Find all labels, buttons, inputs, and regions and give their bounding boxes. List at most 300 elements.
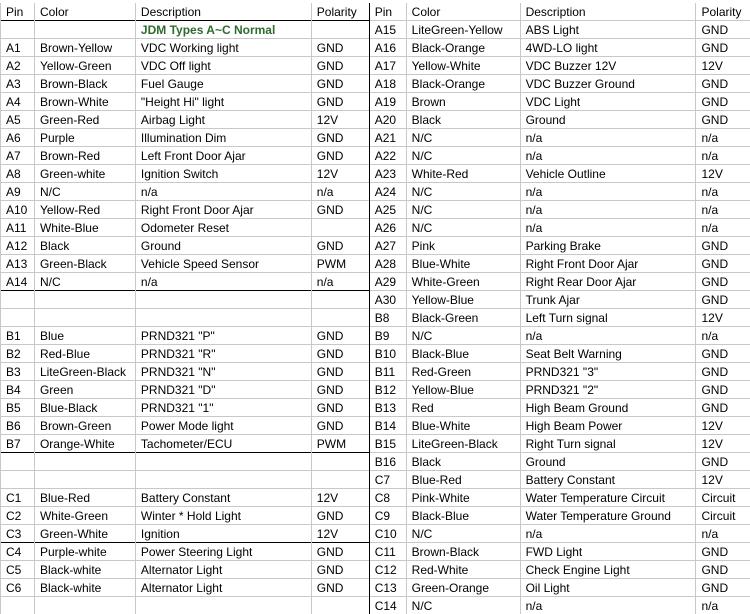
- left-header-pin[interactable]: Pin: [1, 3, 35, 21]
- right-cell-color[interactable]: Green-Orange: [406, 579, 520, 597]
- right-cell-color[interactable]: Blue-White: [406, 417, 520, 435]
- left-header-description[interactable]: Description: [135, 3, 311, 21]
- left-cell-polarity[interactable]: GND: [311, 147, 369, 165]
- left-cell-description[interactable]: Power Mode light: [135, 417, 311, 435]
- left-cell-polarity[interactable]: GND: [311, 507, 369, 525]
- right-cell-pin[interactable]: A28: [369, 255, 406, 273]
- table-row: [1, 93, 750, 111]
- right-cell-color[interactable]: N/C: [406, 597, 520, 614]
- right-cell-polarity[interactable]: GND: [696, 111, 750, 129]
- left-cell-polarity[interactable]: GND: [311, 561, 369, 579]
- right-cell-description[interactable]: n/a: [520, 327, 696, 345]
- left-cell-pin[interactable]: A2: [1, 57, 35, 75]
- left-cell-polarity[interactable]: GND: [311, 399, 369, 417]
- left-cell-polarity[interactable]: PWM: [311, 255, 369, 273]
- left-header-color[interactable]: Color: [34, 3, 135, 21]
- left-cell-description[interactable]: Ground: [135, 237, 311, 255]
- left-cell-color[interactable]: N/C: [34, 183, 135, 201]
- right-cell-description[interactable]: VDC Light: [520, 93, 696, 111]
- right-cell-description[interactable]: Oil Light: [520, 579, 696, 597]
- left-cell-color[interactable]: Yellow-Green: [34, 57, 135, 75]
- left-cell-description[interactable]: PRND321 "N": [135, 363, 311, 381]
- left-cell-color[interactable]: Yellow-Red: [34, 201, 135, 219]
- right-cell-polarity[interactable]: GND: [696, 291, 750, 309]
- left-cell-color[interactable]: Orange-White: [34, 435, 135, 453]
- right-cell-description[interactable]: FWD Light: [520, 543, 696, 561]
- left-cell-description[interactable]: Left Front Door Ajar: [135, 147, 311, 165]
- left-cell-description[interactable]: Odometer Reset: [135, 219, 311, 237]
- right-cell-color[interactable]: Blue-Red: [406, 471, 520, 489]
- left-cell-polarity[interactable]: GND: [311, 93, 369, 111]
- left-cell-color[interactable]: Green: [34, 381, 135, 399]
- left-cell-description[interactable]: n/a: [135, 183, 311, 201]
- left-cell-pin[interactable]: A7: [1, 147, 35, 165]
- left-cell-description[interactable]: PRND321 "R": [135, 345, 311, 363]
- left-cell-pin[interactable]: A8: [1, 165, 35, 183]
- left-cell-polarity[interactable]: GND: [311, 579, 369, 597]
- left-cell-description[interactable]: VDC Working light: [135, 39, 311, 57]
- left-cell-color[interactable]: Red-Blue: [34, 345, 135, 363]
- left-cell-color[interactable]: [34, 21, 135, 39]
- left-cell-pin[interactable]: B6: [1, 417, 35, 435]
- left-cell-description[interactable]: Illumination Dim: [135, 129, 311, 147]
- left-cell-polarity[interactable]: [311, 471, 369, 489]
- right-cell-polarity[interactable]: n/a: [696, 147, 750, 165]
- left-cell-polarity[interactable]: GND: [311, 381, 369, 399]
- left-cell-pin[interactable]: C5: [1, 561, 35, 579]
- left-cell-description[interactable]: [135, 597, 311, 614]
- right-cell-polarity[interactable]: GND: [696, 255, 750, 273]
- left-cell-description[interactable]: Vehicle Speed Sensor: [135, 255, 311, 273]
- left-cell-pin[interactable]: A14: [1, 273, 35, 291]
- left-cell-description[interactable]: PRND321 "D": [135, 381, 311, 399]
- left-cell-pin[interactable]: B2: [1, 345, 35, 363]
- table-row: [1, 561, 750, 579]
- right-cell-pin[interactable]: C8: [369, 489, 406, 507]
- right-cell-description[interactable]: Check Engine Light: [520, 561, 696, 579]
- right-cell-pin[interactable]: C7: [369, 471, 406, 489]
- right-cell-description[interactable]: Parking Brake: [520, 237, 696, 255]
- table-row: [1, 255, 750, 273]
- left-cell-color[interactable]: [34, 471, 135, 489]
- right-cell-color[interactable]: Red-White: [406, 561, 520, 579]
- left-cell-polarity[interactable]: [311, 453, 369, 471]
- right-cell-color[interactable]: Black-Orange: [406, 39, 520, 57]
- right-cell-polarity[interactable]: n/a: [696, 129, 750, 147]
- right-cell-description[interactable]: n/a: [520, 129, 696, 147]
- left-cell-description[interactable]: PRND321 "1": [135, 399, 311, 417]
- right-cell-polarity[interactable]: 12V: [696, 309, 750, 327]
- right-cell-color[interactable]: Yellow-Blue: [406, 291, 520, 309]
- left-cell-color[interactable]: Green-Red: [34, 111, 135, 129]
- left-cell-color[interactable]: Blue-Black: [34, 399, 135, 417]
- right-cell-pin[interactable]: B12: [369, 381, 406, 399]
- right-cell-pin[interactable]: A26: [369, 219, 406, 237]
- right-cell-description[interactable]: Trunk Ajar: [520, 291, 696, 309]
- right-cell-polarity[interactable]: GND: [696, 399, 750, 417]
- table-row: [1, 183, 750, 201]
- left-cell-description[interactable]: [135, 309, 311, 327]
- left-cell-polarity[interactable]: 12V: [311, 165, 369, 183]
- table-row: [1, 579, 750, 597]
- left-cell-polarity[interactable]: GND: [311, 57, 369, 75]
- right-cell-color[interactable]: Brown-Black: [406, 543, 520, 561]
- left-cell-polarity[interactable]: GND: [311, 39, 369, 57]
- right-header-color[interactable]: Color: [406, 3, 520, 21]
- right-cell-color[interactable]: N/C: [406, 147, 520, 165]
- right-cell-pin[interactable]: A15: [369, 21, 406, 39]
- left-cell-color[interactable]: Green-White: [34, 525, 135, 543]
- left-cell-pin[interactable]: C3: [1, 525, 35, 543]
- left-cell-description[interactable]: Right Front Door Ajar: [135, 201, 311, 219]
- table-row: [1, 309, 750, 327]
- right-cell-description[interactable]: n/a: [520, 147, 696, 165]
- left-cell-color[interactable]: [34, 597, 135, 614]
- right-cell-pin[interactable]: C11: [369, 543, 406, 561]
- right-cell-pin[interactable]: A29: [369, 273, 406, 291]
- right-cell-description[interactable]: Vehicle Outline: [520, 165, 696, 183]
- right-cell-pin[interactable]: A19: [369, 93, 406, 111]
- right-cell-color[interactable]: Pink-White: [406, 489, 520, 507]
- left-cell-color[interactable]: Green-Black: [34, 255, 135, 273]
- left-cell-description[interactable]: Power Steering Light: [135, 543, 311, 561]
- left-cell-polarity[interactable]: GND: [311, 75, 369, 93]
- table-subtitle[interactable]: JDM Types A~C Normal: [135, 21, 311, 39]
- right-cell-description[interactable]: PRND321 "3": [520, 363, 696, 381]
- right-cell-description[interactable]: Water Temperature Ground: [520, 507, 696, 525]
- right-cell-color[interactable]: Black-Blue: [406, 345, 520, 363]
- left-cell-color[interactable]: White-Green: [34, 507, 135, 525]
- left-cell-pin[interactable]: A5: [1, 111, 35, 129]
- right-cell-description[interactable]: Ground: [520, 453, 696, 471]
- left-cell-pin[interactable]: A9: [1, 183, 35, 201]
- right-cell-pin[interactable]: A16: [369, 39, 406, 57]
- table-row: [1, 129, 750, 147]
- left-cell-pin[interactable]: C4: [1, 543, 35, 561]
- right-cell-polarity[interactable]: GND: [696, 75, 750, 93]
- right-cell-pin[interactable]: A24: [369, 183, 406, 201]
- right-cell-pin[interactable]: C10: [369, 525, 406, 543]
- table-row: [1, 165, 750, 183]
- left-cell-polarity[interactable]: [311, 21, 369, 39]
- right-cell-polarity[interactable]: n/a: [696, 183, 750, 201]
- right-cell-color[interactable]: Red: [406, 399, 520, 417]
- left-cell-description[interactable]: Ignition Switch: [135, 165, 311, 183]
- right-cell-description[interactable]: n/a: [520, 219, 696, 237]
- left-cell-color[interactable]: Blue-Red: [34, 489, 135, 507]
- left-cell-color[interactable]: [34, 309, 135, 327]
- right-cell-description[interactable]: High Beam Ground: [520, 399, 696, 417]
- left-cell-color[interactable]: LiteGreen-Black: [34, 363, 135, 381]
- right-cell-description[interactable]: VDC Buzzer 12V: [520, 57, 696, 75]
- right-cell-pin[interactable]: B8: [369, 309, 406, 327]
- left-header-polarity[interactable]: Polarity: [311, 3, 369, 21]
- right-cell-pin[interactable]: B9: [369, 327, 406, 345]
- left-cell-color[interactable]: [34, 291, 135, 309]
- right-cell-polarity[interactable]: GND: [696, 543, 750, 561]
- right-cell-description[interactable]: Battery Constant: [520, 471, 696, 489]
- right-cell-color[interactable]: N/C: [406, 219, 520, 237]
- right-cell-color[interactable]: LiteGreen-Yellow: [406, 21, 520, 39]
- right-cell-pin[interactable]: A27: [369, 237, 406, 255]
- left-cell-description[interactable]: [135, 471, 311, 489]
- left-cell-color[interactable]: Brown-Green: [34, 417, 135, 435]
- left-cell-pin[interactable]: B7: [1, 435, 35, 453]
- right-cell-polarity[interactable]: GND: [696, 273, 750, 291]
- right-cell-color[interactable]: Yellow-Blue: [406, 381, 520, 399]
- right-cell-color[interactable]: N/C: [406, 525, 520, 543]
- left-cell-pin[interactable]: A13: [1, 255, 35, 273]
- right-cell-pin[interactable]: B13: [369, 399, 406, 417]
- left-cell-polarity[interactable]: PWM: [311, 435, 369, 453]
- right-cell-polarity[interactable]: GND: [696, 453, 750, 471]
- right-cell-polarity[interactable]: Circuit: [696, 489, 750, 507]
- right-cell-description[interactable]: 4WD-LO light: [520, 39, 696, 57]
- table-row: [1, 327, 750, 345]
- right-cell-polarity[interactable]: 12V: [696, 417, 750, 435]
- right-cell-polarity[interactable]: n/a: [696, 525, 750, 543]
- table-row: [1, 291, 750, 309]
- right-header-description[interactable]: Description: [520, 3, 696, 21]
- left-cell-color[interactable]: Black: [34, 237, 135, 255]
- left-cell-polarity[interactable]: GND: [311, 327, 369, 345]
- right-cell-polarity[interactable]: GND: [696, 237, 750, 255]
- right-cell-description[interactable]: Seat Belt Warning: [520, 345, 696, 363]
- left-cell-pin[interactable]: A12: [1, 237, 35, 255]
- left-cell-description[interactable]: Ignition: [135, 525, 311, 543]
- right-cell-description[interactable]: Water Temperature Circuit: [520, 489, 696, 507]
- right-cell-pin[interactable]: A25: [369, 201, 406, 219]
- table-row: [1, 597, 750, 614]
- left-cell-pin[interactable]: B3: [1, 363, 35, 381]
- left-cell-description[interactable]: VDC Off light: [135, 57, 311, 75]
- left-cell-polarity[interactable]: GND: [311, 345, 369, 363]
- left-cell-polarity[interactable]: GND: [311, 129, 369, 147]
- left-cell-color[interactable]: Blue: [34, 327, 135, 345]
- left-cell-pin[interactable]: [1, 309, 35, 327]
- right-cell-pin[interactable]: A20: [369, 111, 406, 129]
- left-cell-polarity[interactable]: 12V: [311, 525, 369, 543]
- right-cell-polarity[interactable]: GND: [696, 93, 750, 111]
- left-cell-color[interactable]: Black-white: [34, 579, 135, 597]
- right-cell-color[interactable]: Brown: [406, 93, 520, 111]
- table-row: [1, 273, 750, 291]
- table-row: [1, 75, 750, 93]
- right-cell-color[interactable]: N/C: [406, 129, 520, 147]
- table-row: [1, 111, 750, 129]
- right-cell-pin[interactable]: B16: [369, 453, 406, 471]
- left-cell-description[interactable]: PRND321 "P": [135, 327, 311, 345]
- right-cell-description[interactable]: Right Front Door Ajar: [520, 255, 696, 273]
- left-cell-color[interactable]: Black-white: [34, 561, 135, 579]
- table-row: [1, 147, 750, 165]
- right-cell-color[interactable]: Black-Blue: [406, 507, 520, 525]
- right-cell-description[interactable]: Left Turn signal: [520, 309, 696, 327]
- right-cell-color[interactable]: White-Green: [406, 273, 520, 291]
- left-cell-pin[interactable]: [1, 453, 35, 471]
- right-cell-color[interactable]: Pink: [406, 237, 520, 255]
- right-cell-pin[interactable]: A21: [369, 129, 406, 147]
- right-cell-description[interactable]: PRND321 "2": [520, 381, 696, 399]
- left-cell-color[interactable]: N/C: [34, 273, 135, 291]
- left-cell-pin[interactable]: [1, 21, 35, 39]
- right-header-polarity[interactable]: Polarity: [696, 3, 750, 21]
- left-cell-color[interactable]: Green-white: [34, 165, 135, 183]
- right-cell-color[interactable]: Black-Orange: [406, 75, 520, 93]
- left-cell-color[interactable]: Purple-white: [34, 543, 135, 561]
- left-cell-polarity[interactable]: GND: [311, 543, 369, 561]
- right-cell-color[interactable]: Black: [406, 111, 520, 129]
- right-cell-polarity[interactable]: GND: [696, 39, 750, 57]
- right-cell-description[interactable]: High Beam Power: [520, 417, 696, 435]
- right-cell-color[interactable]: Red-Green: [406, 363, 520, 381]
- left-cell-polarity[interactable]: GND: [311, 201, 369, 219]
- right-cell-pin[interactable]: B14: [369, 417, 406, 435]
- right-cell-pin[interactable]: B11: [369, 363, 406, 381]
- table-row: [1, 381, 750, 399]
- left-cell-pin[interactable]: C1: [1, 489, 35, 507]
- left-cell-pin[interactable]: B1: [1, 327, 35, 345]
- left-cell-color[interactable]: Brown-Red: [34, 147, 135, 165]
- right-cell-color[interactable]: White-Red: [406, 165, 520, 183]
- right-cell-description[interactable]: n/a: [520, 597, 696, 614]
- right-cell-polarity[interactable]: GND: [696, 579, 750, 597]
- left-cell-pin[interactable]: [1, 597, 35, 614]
- left-cell-color[interactable]: Brown-Black: [34, 75, 135, 93]
- left-cell-pin[interactable]: A11: [1, 219, 35, 237]
- left-cell-description[interactable]: Alternator Light: [135, 561, 311, 579]
- table-row: [1, 201, 750, 219]
- left-cell-polarity[interactable]: [311, 309, 369, 327]
- right-cell-polarity[interactable]: 12V: [696, 471, 750, 489]
- table-row: [1, 399, 750, 417]
- left-cell-pin[interactable]: B5: [1, 399, 35, 417]
- right-cell-polarity[interactable]: GND: [696, 363, 750, 381]
- right-cell-pin[interactable]: C9: [369, 507, 406, 525]
- left-cell-pin[interactable]: C6: [1, 579, 35, 597]
- right-cell-pin[interactable]: B10: [369, 345, 406, 363]
- left-cell-pin[interactable]: A3: [1, 75, 35, 93]
- right-cell-pin[interactable]: C13: [369, 579, 406, 597]
- left-cell-pin[interactable]: B4: [1, 381, 35, 399]
- table-row: [1, 345, 750, 363]
- right-cell-description[interactable]: Right Rear Door Ajar: [520, 273, 696, 291]
- left-cell-polarity[interactable]: [311, 219, 369, 237]
- right-cell-pin[interactable]: A18: [369, 75, 406, 93]
- left-cell-color[interactable]: [34, 453, 135, 471]
- right-cell-color[interactable]: N/C: [406, 201, 520, 219]
- left-cell-description[interactable]: Tachometer/ECU: [135, 435, 311, 453]
- left-cell-description[interactable]: Airbag Light: [135, 111, 311, 129]
- right-cell-polarity[interactable]: n/a: [696, 327, 750, 345]
- table-row: [1, 21, 750, 39]
- right-cell-description[interactable]: n/a: [520, 525, 696, 543]
- left-cell-polarity[interactable]: n/a: [311, 273, 369, 291]
- left-cell-color[interactable]: White-Blue: [34, 219, 135, 237]
- right-cell-color[interactable]: Blue-White: [406, 255, 520, 273]
- table-row: [1, 417, 750, 435]
- left-cell-polarity[interactable]: 12V: [311, 489, 369, 507]
- header-row: [1, 3, 750, 21]
- left-cell-description[interactable]: [135, 291, 311, 309]
- left-cell-pin[interactable]: [1, 471, 35, 489]
- table-row: [1, 39, 750, 57]
- right-header-pin[interactable]: Pin: [369, 3, 406, 21]
- right-cell-polarity[interactable]: 12V: [696, 165, 750, 183]
- left-cell-description[interactable]: Fuel Gauge: [135, 75, 311, 93]
- right-cell-color[interactable]: Yellow-White: [406, 57, 520, 75]
- right-cell-color[interactable]: N/C: [406, 183, 520, 201]
- left-cell-polarity[interactable]: GND: [311, 363, 369, 381]
- left-cell-pin[interactable]: A1: [1, 39, 35, 57]
- right-cell-polarity[interactable]: n/a: [696, 597, 750, 614]
- right-cell-pin[interactable]: A30: [369, 291, 406, 309]
- right-cell-polarity[interactable]: 12V: [696, 57, 750, 75]
- left-cell-description[interactable]: "Height Hi" light: [135, 93, 311, 111]
- left-cell-pin[interactable]: A10: [1, 201, 35, 219]
- left-cell-description[interactable]: Battery Constant: [135, 489, 311, 507]
- left-cell-polarity[interactable]: GND: [311, 417, 369, 435]
- right-cell-pin[interactable]: A17: [369, 57, 406, 75]
- right-cell-polarity[interactable]: GND: [696, 345, 750, 363]
- table-row: [1, 543, 750, 561]
- left-cell-color[interactable]: Brown-Yellow: [34, 39, 135, 57]
- left-cell-pin[interactable]: A6: [1, 129, 35, 147]
- right-cell-polarity[interactable]: GND: [696, 381, 750, 399]
- right-cell-color[interactable]: Black-Green: [406, 309, 520, 327]
- right-cell-pin[interactable]: B15: [369, 435, 406, 453]
- right-cell-polarity[interactable]: 12V: [696, 435, 750, 453]
- right-cell-description[interactable]: ABS Light: [520, 21, 696, 39]
- left-cell-polarity[interactable]: [311, 597, 369, 614]
- table-row: [1, 471, 750, 489]
- right-cell-color[interactable]: N/C: [406, 327, 520, 345]
- left-cell-description[interactable]: Winter * Hold Light: [135, 507, 311, 525]
- table-row: [1, 237, 750, 255]
- right-cell-color[interactable]: LiteGreen-Black: [406, 435, 520, 453]
- left-cell-polarity[interactable]: 12V: [311, 111, 369, 129]
- right-cell-polarity[interactable]: n/a: [696, 201, 750, 219]
- right-cell-description[interactable]: Right Turn signal: [520, 435, 696, 453]
- left-cell-color[interactable]: Brown-White: [34, 93, 135, 111]
- right-cell-pin[interactable]: C12: [369, 561, 406, 579]
- right-cell-polarity[interactable]: Circuit: [696, 507, 750, 525]
- right-cell-polarity[interactable]: GND: [696, 21, 750, 39]
- left-cell-polarity[interactable]: GND: [311, 237, 369, 255]
- left-cell-polarity[interactable]: n/a: [311, 183, 369, 201]
- right-cell-description[interactable]: Ground: [520, 111, 696, 129]
- right-cell-description[interactable]: n/a: [520, 201, 696, 219]
- right-cell-description[interactable]: VDC Buzzer Ground: [520, 75, 696, 93]
- right-cell-pin[interactable]: A22: [369, 147, 406, 165]
- right-cell-pin[interactable]: A23: [369, 165, 406, 183]
- left-cell-description[interactable]: [135, 453, 311, 471]
- right-cell-polarity[interactable]: GND: [696, 561, 750, 579]
- right-cell-polarity[interactable]: n/a: [696, 219, 750, 237]
- right-cell-pin[interactable]: C14: [369, 597, 406, 614]
- table-row: [1, 489, 750, 507]
- left-cell-pin[interactable]: [1, 291, 35, 309]
- right-cell-description[interactable]: n/a: [520, 183, 696, 201]
- left-cell-polarity[interactable]: [311, 291, 369, 309]
- left-cell-pin[interactable]: A4: [1, 93, 35, 111]
- left-cell-pin[interactable]: C2: [1, 507, 35, 525]
- left-cell-description[interactable]: n/a: [135, 273, 311, 291]
- left-cell-color[interactable]: Purple: [34, 129, 135, 147]
- right-cell-color[interactable]: Black: [406, 453, 520, 471]
- table-row: [1, 453, 750, 471]
- left-cell-description[interactable]: Alternator Light: [135, 579, 311, 597]
